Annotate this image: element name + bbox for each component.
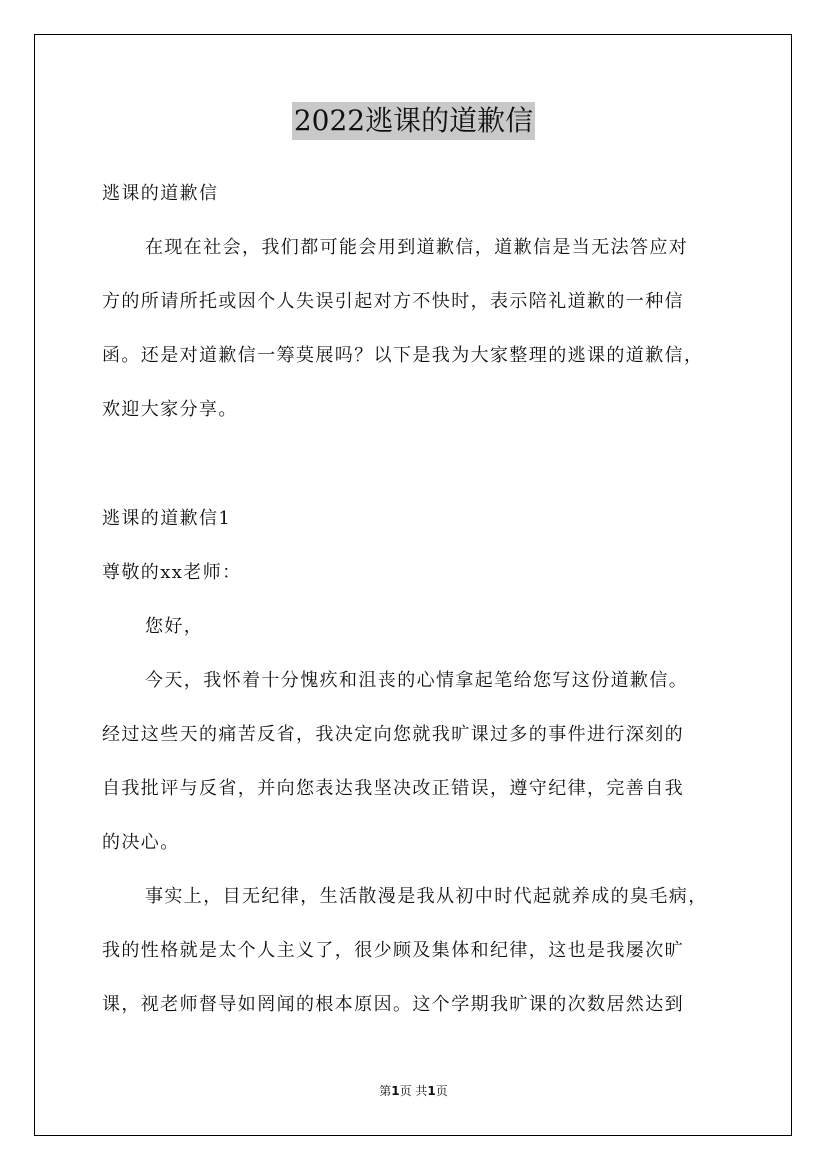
salutation: 尊敬的xx老师： — [102, 562, 242, 583]
page-footer — [0, 1083, 827, 1099]
intro-line: 函。还是对道歉信一筹莫展吗？以下是我为大家整理的逃课的道歉信， — [102, 345, 704, 366]
page-total: 1 — [427, 1084, 436, 1098]
title-container — [0, 102, 827, 140]
page-prefix: 第 — [379, 1084, 392, 1098]
paragraph-line: 我的性格就是太个人主义了，很少顾及集体和纪律，这也是我屡次旷 — [102, 940, 684, 961]
paragraph-line: 自我批评与反省，并向您表达我坚决改正错误，遵守纪律，完善自我 — [102, 778, 684, 799]
page-suffix: 页 — [435, 1084, 448, 1098]
paragraph-line: 今天，我怀着十分愧疚和沮丧的心情拿起笔给您写这份道歉信。 — [145, 670, 689, 691]
intro-line: 方的所请所托或因个人失误引起对方不快时，表示陪礼道歉的一种信 — [102, 291, 684, 312]
intro-line: 欢迎大家分享。 — [102, 399, 238, 420]
page-mid: 页 共 — [399, 1084, 428, 1098]
paragraph-line: 的决心。 — [102, 832, 180, 853]
page-current: 1 — [391, 1084, 400, 1098]
document-title: 2022逃课的道歉信 — [292, 102, 535, 140]
intro-line: 在现在社会，我们都可能会用到道歉信，道歉信是当无法答应对 — [145, 237, 689, 258]
subtitle: 逃课的道歉信 — [102, 183, 219, 204]
paragraph-line: 经过这些天的痛苦反省，我决定向您就我旷课过多的事件进行深刻的 — [102, 724, 684, 745]
paragraph-line: 事实上，目无纪律，生活散漫是我从初中时代起就养成的臭毛病， — [145, 886, 708, 907]
section-heading: 逃课的道歉信1 — [102, 508, 232, 529]
paragraph-line: 课，视老师督导如罔闻的根本原因。这个学期我旷课的次数居然达到 — [102, 994, 684, 1015]
greeting: 您好， — [145, 616, 204, 637]
